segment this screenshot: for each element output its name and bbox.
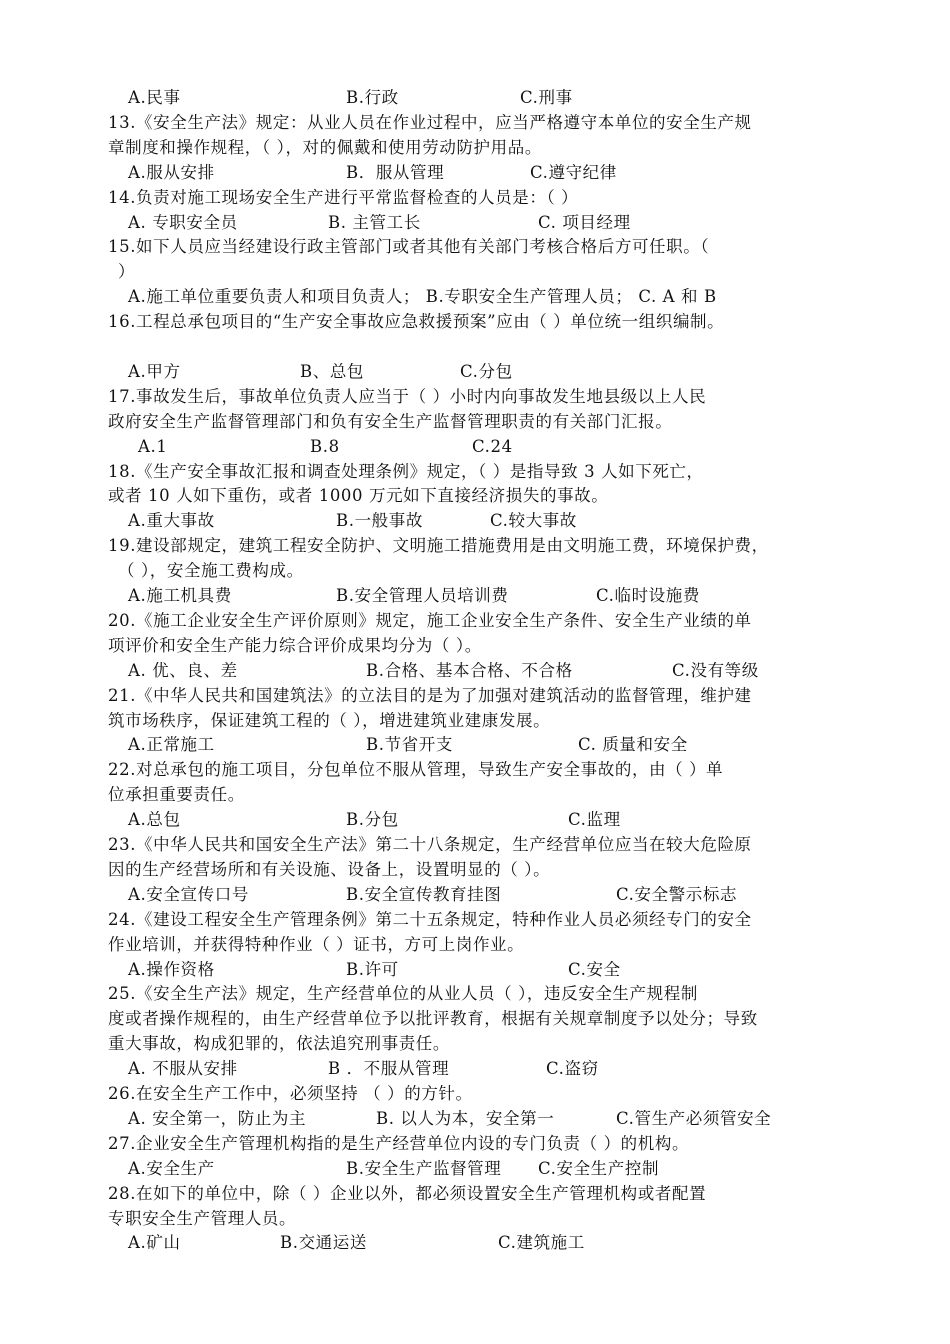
answer-option: A.重大事故 <box>128 511 215 531</box>
question-text-line: 13.《安全生产法》规定：从业人员在作业过程中，应当严格遵守本单位的安全生产规 <box>108 112 752 132</box>
question-text-line: A.施工单位重要负责人和项目负责人； B.专职安全生产管理人员； C. A 和 B <box>128 287 717 307</box>
answer-option: B.分包 <box>346 810 399 830</box>
answer-option: A.操作资格 <box>128 959 215 979</box>
answer-option: B.安全生产监督管理 <box>346 1158 502 1178</box>
question-text-line: 章制度和操作规程，（ ），对的佩戴和使用劳动防护用品。 <box>108 137 542 157</box>
question-text-line: 14.负责对施工现场安全生产进行平常监督检查的人员是：（ ） <box>108 187 579 207</box>
answer-option: A.安全生产 <box>128 1158 215 1178</box>
answer-option: A. 专职安全员 <box>128 212 238 232</box>
question-text-line: 专职安全生产管理人员。 <box>108 1208 297 1228</box>
answer-option: B.8 <box>310 436 340 456</box>
answer-option: C.刑事 <box>520 88 573 107</box>
answer-option: B.交通运送 <box>280 1233 367 1253</box>
answer-option: C.安全 <box>568 959 621 979</box>
question-text-line: 作业培训，并获得特种作业（ ）证书，方可上岗作业。 <box>108 934 525 954</box>
answer-option: B ．不服从管理 <box>328 1059 450 1079</box>
answer-option: B．服从管理 <box>346 162 445 182</box>
answer-option: C.遵守纪律 <box>530 162 617 182</box>
question-text-line: （ ），安全施工费构成。 <box>118 561 304 581</box>
answer-option: C. 质量和安全 <box>578 735 688 755</box>
question-text-line: 位承担重要责任。 <box>108 785 245 805</box>
answer-option: A.总包 <box>128 810 181 830</box>
answer-option: A.甲方 <box>128 361 181 381</box>
answer-option: A.民事 <box>128 88 181 107</box>
answer-option: A. 安全第一，防止为主 <box>128 1108 307 1128</box>
question-text-line: 或者 10 人如下重伤，或者 1000 万元如下直接经济损失的事故。 <box>108 486 609 506</box>
question-text-line: 重大事故，构成犯罪的，依法追究刑事责任。 <box>108 1034 450 1054</box>
answer-option: C. 项目经理 <box>538 212 631 232</box>
answer-option: A.施工机具费 <box>128 586 232 605</box>
answer-option: C.没有等级 <box>672 660 759 680</box>
answer-option: C.管生产必须管安全 <box>616 1108 772 1128</box>
question-text-line: 19.建设部规定，建筑工程安全防护、文明施工措施费用是由文明施工费，环境保护费， <box>108 536 769 556</box>
question-text-line: 16.工程总承包项目的“生产安全事故应急救援预案”应由（ ）单位统一组织编制。 <box>108 312 725 332</box>
answer-option: A. 优、良、差 <box>128 660 238 680</box>
question-text-line: 28.在如下的单位中，除（ ）企业以外，都必须设置安全生产管理机构或者配置 <box>108 1183 707 1203</box>
question-text-line: ） <box>118 262 136 282</box>
question-text-line: 24.《建设工程安全生产管理条例》第二十五条规定，特种作业人员必须经专门的安全 <box>108 909 752 929</box>
answer-option: B、总包 <box>300 361 365 381</box>
answer-option: B.合格、基本合格、不合格 <box>366 660 573 680</box>
answer-option: B. 主管工长 <box>328 212 421 232</box>
answer-option: C.24 <box>472 436 513 456</box>
question-text-line: 15.如下人员应当经建设行政主管部门或者其他有关部门考核合格后方可任职。（ <box>108 237 710 257</box>
question-text-line: 27.企业安全生产管理机构指的是生产经营单位内设的专门负责（ ）的机构。 <box>108 1133 690 1153</box>
answer-option: C.安全生产控制 <box>538 1158 660 1178</box>
answer-option: C.较大事故 <box>490 511 577 531</box>
answer-option: B. 以人为本，安全第一 <box>376 1108 555 1128</box>
question-text-line: 20.《施工企业安全生产评价原则》规定，施工企业安全生产条件、安全生产业绩的单 <box>108 610 752 630</box>
answer-option: C.临时设施费 <box>596 586 700 605</box>
question-text-line: 25.《安全生产法》规定，生产经营单位的从业人员（ ），违反安全生产规程制 <box>108 984 698 1004</box>
answer-option: C.监理 <box>568 810 621 830</box>
answer-option: A. 不服从安排 <box>128 1059 238 1079</box>
answer-option: B.行政 <box>346 88 399 107</box>
answer-option: C.分包 <box>460 361 513 381</box>
question-text-line: 22.对总承包的施工项目，分包单位不服从管理，导致生产安全事故的，由（ ）单 <box>108 760 724 780</box>
answer-option: A.正常施工 <box>128 735 215 755</box>
question-text-line: 政府安全生产监督管理部门和负有安全生产监督管理职责的有关部门汇报。 <box>108 411 673 431</box>
question-text-line: 21.《中华人民共和国建筑法》的立法目的是为了加强对建筑活动的监督管理，维护建 <box>108 685 752 705</box>
question-text-line: 18.《生产安全事故汇报和调查处理条例》规定，（ ）是指导致 3 人如下死亡， <box>108 461 704 481</box>
answer-option: A.矿山 <box>128 1233 181 1253</box>
question-text-line: 项评价和安全生产能力综合评价成果均分为（ ）。 <box>108 635 482 655</box>
answer-option: B.安全宣传教育挂图 <box>346 884 502 904</box>
answer-option: C.建筑施工 <box>498 1233 585 1253</box>
answer-option: B.安全管理人员培训费 <box>336 586 509 605</box>
question-text-line: 度或者操作规程的，由生产经营单位予以批评教育，根据有关规章制度予以处分；导致 <box>108 1009 758 1029</box>
question-text-line: 筑市场秩序，保证建筑工程的（ ），增进建筑业建康发展。 <box>108 710 551 730</box>
answer-option: B.一般事故 <box>336 511 423 531</box>
answer-option: C.安全警示标志 <box>616 884 738 904</box>
answer-option: B.许可 <box>346 959 399 979</box>
answer-option: B.节省开支 <box>366 735 453 755</box>
answer-option: C.盗窃 <box>546 1059 599 1079</box>
question-text-line: 23.《中华人民共和国安全生产法》第二十八条规定，生产经营单位应当在较大危险原 <box>108 835 752 854</box>
question-text-line: 因的生产经营场所和有关设施、设备上，设置明显的（ ）。 <box>108 859 551 879</box>
answer-option: A.安全宣传口号 <box>128 884 249 904</box>
answer-option: A.服从安排 <box>128 162 215 182</box>
question-text-line: 17.事故发生后，事故单位负责人应当于（ ）小时内向事故发生地县级以上人民 <box>108 386 707 406</box>
question-text-line: 26.在安全生产工作中，必须坚持 （ ）的方针。 <box>108 1084 473 1103</box>
answer-option: A.1 <box>138 436 168 456</box>
